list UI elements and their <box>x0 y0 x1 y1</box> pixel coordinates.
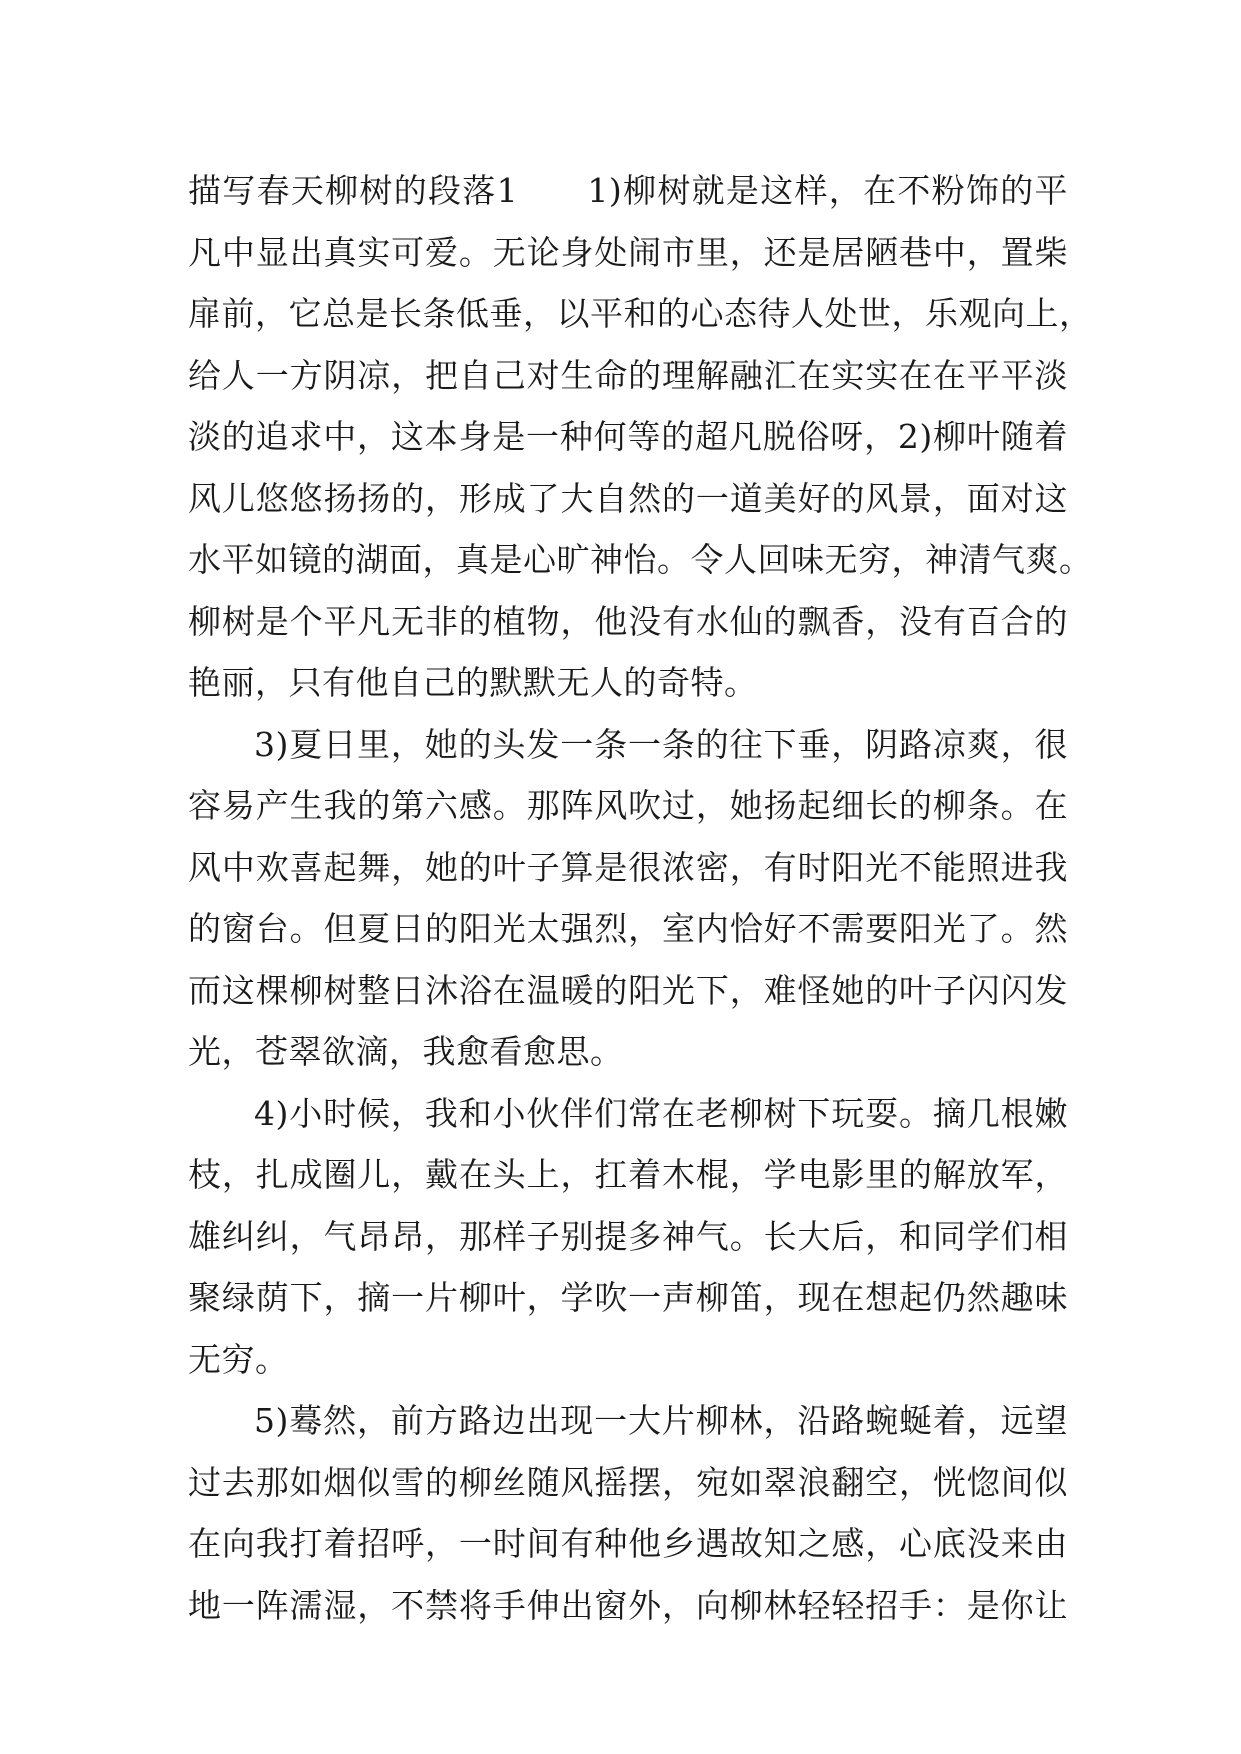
text-line: 枝，扎成圈儿，戴在头上，扛着木棍，学电影里的解放军， <box>188 1155 1068 1194</box>
text-line: 容易产生我的第六感。那阵风吹过，她扬起细长的柳条。在 <box>188 786 1068 825</box>
text-line: 聚绿荫下，摘一片柳叶，学吹一声柳笛，现在想起仍然趣味 <box>188 1278 1068 1317</box>
text-line: 风儿悠悠扬扬的，形成了大自然的一道美好的风景，面对这 <box>188 478 1068 518</box>
paragraph-start-line: 5)蓦然，前方路边出现一大片柳林，沿路蜿蜒着，远望 <box>254 1401 1068 1440</box>
text-line: 描写春天柳树的段落1 1)柳树就是这样，在不粉饰的平 <box>188 171 1068 210</box>
text-line: 光，苍翠欲滴，我愈看愈思。 <box>188 1032 624 1071</box>
text-line: 的窗台。但夏日的阳光太强烈，室内恰好不需要阳光了。然 <box>188 909 1068 948</box>
text-line: 雄纠纠，气昂昂，那样子别提多神气。长大后，和同学们相 <box>188 1216 1068 1256</box>
text-line: 淡的追求中，这本身是一种何等的超凡脱俗呀，2)柳叶随着 <box>188 417 1068 456</box>
text-line: 柳树是个平凡无非的植物，他没有水仙的飘香，没有百合的 <box>188 601 1068 641</box>
text-line: 地一阵濡湿，不禁将手伸出窗外，向柳林轻轻招手：是你让 <box>188 1585 1068 1625</box>
text-line: 艳丽，只有他自己的默默无人的奇特。 <box>188 663 758 702</box>
text-line: 扉前，它总是长条低垂，以平和的心态待人处世，乐观向上， <box>188 294 1093 333</box>
paragraph-start-line: 3)夏日里，她的头发一条一条的往下垂，阴路凉爽，很 <box>254 724 1068 764</box>
body-text <box>188 160 1093 1636</box>
text-line: 而这棵柳树整日沐浴在温暖的阳光下，难怪她的叶子闪闪发 <box>188 970 1068 1010</box>
text-line: 无穷。 <box>188 1339 289 1379</box>
text-line: 凡中显出真实可爱。无论身处闹市里，还是居陋巷中，置柴 <box>188 232 1068 272</box>
paragraph-start-line: 4)小时候，我和小伙伴们常在老柳树下玩耍。摘几根嫩 <box>254 1093 1068 1133</box>
text-line: 水平如镜的湖面，真是心旷神怡。令人回味无穷，神清气爽。 <box>188 540 1093 579</box>
text-line: 给人一方阴凉，把自己对生命的理解融汇在实实在在平平淡 <box>188 355 1068 395</box>
text-line: 风中欢喜起舞，她的叶子算是很浓密，有时阳光不能照进我 <box>188 847 1068 887</box>
text-line: 过去那如烟似雪的柳丝随风摇摆，宛如翠浪翻空，恍惚间似 <box>188 1462 1068 1502</box>
text-line: 在向我打着招呼，一时间有种他乡遇故知之感，心底没来由 <box>188 1524 1068 1563</box>
